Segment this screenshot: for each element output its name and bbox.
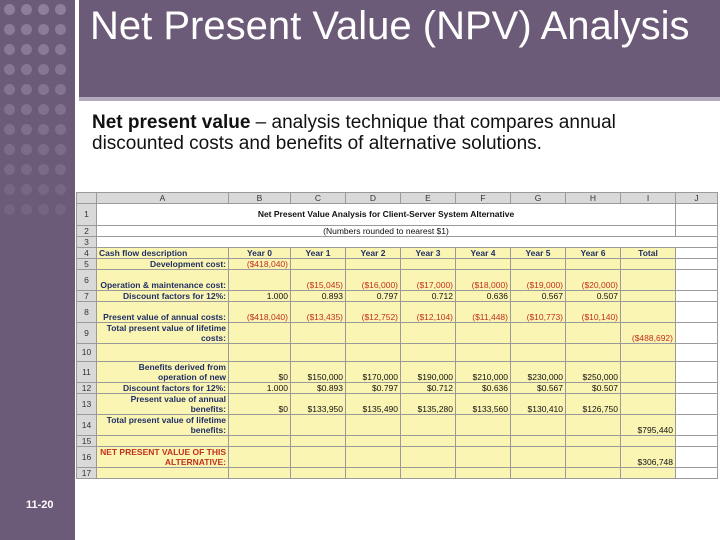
cell-value: $133,950 — [291, 394, 346, 415]
row-number: 8 — [77, 302, 97, 323]
cell-value: 0.636 — [456, 291, 511, 302]
table-row — [77, 383, 718, 394]
cell-value — [291, 259, 346, 270]
empty-cell — [456, 468, 511, 479]
cell-value: 0.797 — [346, 291, 401, 302]
row-number: 16 — [77, 447, 97, 468]
spreadsheet — [76, 192, 719, 540]
row-label: Total present value of lifetime costs: — [97, 323, 229, 344]
row-number: 10 — [77, 344, 97, 362]
total-header: Total — [621, 248, 676, 259]
cell-value: ($12,104) — [401, 302, 456, 323]
empty-cell — [621, 362, 676, 383]
cell-value: ($11,448) — [456, 302, 511, 323]
empty-cell — [566, 436, 621, 447]
empty-cell — [511, 344, 566, 362]
decorative-dot — [4, 24, 15, 35]
empty-cell — [511, 415, 566, 436]
cell-value — [511, 259, 566, 270]
empty-cell — [456, 436, 511, 447]
table-row — [77, 436, 718, 447]
decorative-dot — [4, 104, 15, 115]
column-header: G — [511, 193, 566, 204]
empty-cell — [621, 291, 676, 302]
empty-cell — [621, 302, 676, 323]
row-number: 13 — [77, 394, 97, 415]
table-row — [77, 468, 718, 479]
table-row — [77, 415, 718, 436]
decorative-dot — [55, 204, 66, 215]
decorative-dot — [4, 124, 15, 135]
year-header: Year 0 — [229, 248, 291, 259]
empty-cell — [229, 323, 291, 344]
cell-value: $0.636 — [456, 383, 511, 394]
cell-value: $250,000 — [566, 362, 621, 383]
divider-horizontal — [79, 97, 720, 101]
cell-value — [456, 259, 511, 270]
table-row — [77, 237, 718, 248]
decorative-dot — [4, 164, 15, 175]
empty-cell — [229, 415, 291, 436]
empty-cell — [346, 468, 401, 479]
row-label: Discount factors for 12%: — [97, 291, 229, 302]
column-header: I — [621, 193, 676, 204]
empty-cell — [676, 259, 718, 270]
empty-cell — [676, 270, 718, 291]
decorative-dot — [38, 144, 49, 155]
empty-cell — [676, 394, 718, 415]
cell-value — [566, 259, 621, 270]
empty-cell — [566, 447, 621, 468]
empty-cell — [621, 259, 676, 270]
row-number: 17 — [77, 468, 97, 479]
empty-cell — [566, 468, 621, 479]
decorative-dot — [21, 204, 32, 215]
empty-cell — [511, 323, 566, 344]
cell-value — [401, 259, 456, 270]
decorative-dot — [55, 4, 66, 15]
empty-cell — [621, 468, 676, 479]
cell-value: ($418,040) — [229, 259, 291, 270]
decorative-dot — [38, 204, 49, 215]
column-header: A — [97, 193, 229, 204]
decorative-dot — [21, 84, 32, 95]
decorative-dot — [38, 4, 49, 15]
cell-value: ($12,752) — [346, 302, 401, 323]
table-row — [77, 302, 718, 323]
cell-value: $0 — [229, 362, 291, 383]
cell-value: $0.567 — [511, 383, 566, 394]
decorative-dot — [21, 104, 32, 115]
empty-cell — [456, 344, 511, 362]
column-header: C — [291, 193, 346, 204]
column-header-row — [77, 193, 718, 204]
row-number: 15 — [77, 436, 97, 447]
empty-cell — [621, 270, 676, 291]
cell-value: 1.000 — [229, 291, 291, 302]
cell-value: ($10,773) — [511, 302, 566, 323]
decorative-dot — [55, 144, 66, 155]
year-header: Year 5 — [511, 248, 566, 259]
cell-value: $230,000 — [511, 362, 566, 383]
table-row — [77, 204, 718, 226]
column-header: F — [456, 193, 511, 204]
empty-cell — [291, 344, 346, 362]
empty-cell — [621, 436, 676, 447]
table-row — [77, 344, 718, 362]
cell-value: $0.893 — [291, 383, 346, 394]
npv-value: $306,748 — [621, 447, 676, 468]
empty-cell — [676, 323, 718, 344]
npv-label: NET PRESENT VALUE OF THIS ALTERNATIVE: — [97, 447, 229, 468]
sheet-title: Net Present Value Analysis for Client-Server System Alternative — [97, 204, 676, 226]
empty-cell — [566, 323, 621, 344]
decorative-dot — [38, 184, 49, 195]
decorative-dot — [38, 24, 49, 35]
definition-text — [92, 112, 692, 154]
row-number: 14 — [77, 415, 97, 436]
empty-cell — [566, 344, 621, 362]
decorative-dot — [21, 144, 32, 155]
decorative-dot — [21, 124, 32, 135]
cell-value: 1.000 — [229, 383, 291, 394]
row-number: 11 — [77, 362, 97, 383]
npv-table — [76, 192, 718, 479]
cell-value: $0 — [229, 394, 291, 415]
cell-value: ($10,140) — [566, 302, 621, 323]
table-row — [77, 394, 718, 415]
cell-value: ($19,000) — [511, 270, 566, 291]
total-benefits-value: $795,440 — [621, 415, 676, 436]
table-row — [77, 291, 718, 302]
slide-number: 11-20 — [26, 499, 54, 511]
year-header: Year 6 — [566, 248, 621, 259]
empty-cell — [676, 226, 718, 237]
empty-cell — [401, 415, 456, 436]
decorative-dot — [55, 124, 66, 135]
row-number: 1 — [77, 204, 97, 226]
table-row — [77, 323, 718, 344]
decorative-dot — [4, 4, 15, 15]
cell-value: $0.712 — [401, 383, 456, 394]
empty-cell — [676, 204, 718, 226]
empty-cell — [621, 394, 676, 415]
empty-cell — [401, 323, 456, 344]
year-header: Year 2 — [346, 248, 401, 259]
decorative-dot — [55, 184, 66, 195]
empty-cell — [511, 447, 566, 468]
decorative-dot — [4, 44, 15, 55]
empty-cell — [456, 447, 511, 468]
cell-value: ($20,000) — [566, 270, 621, 291]
cell-value: ($13,435) — [291, 302, 346, 323]
cell-value: $0.507 — [566, 383, 621, 394]
empty-cell — [346, 344, 401, 362]
decorative-dot — [38, 84, 49, 95]
cell-value: $130,410 — [511, 394, 566, 415]
decorative-dot — [21, 4, 32, 15]
decorative-dot — [21, 184, 32, 195]
decorative-dot — [55, 164, 66, 175]
row-label: Benefits derived from operation of new — [97, 362, 229, 383]
row-number: 2 — [77, 226, 97, 237]
decorative-dot — [4, 204, 15, 215]
decorative-dot — [4, 144, 15, 155]
row-number: 4 — [77, 248, 97, 259]
decorative-dot — [38, 124, 49, 135]
cell-value: ($16,000) — [346, 270, 401, 291]
definition-body: – analysis technique that compares annual discounted costs and benefits of alternative solutions. — [92, 112, 616, 154]
cell-value: $126,750 — [566, 394, 621, 415]
empty-cell — [676, 362, 718, 383]
empty-cell — [401, 436, 456, 447]
empty-cell — [97, 237, 718, 248]
cell-value — [346, 259, 401, 270]
row-label: Present value of annual costs: — [97, 302, 229, 323]
decorative-dot — [55, 104, 66, 115]
decorative-dot — [38, 44, 49, 55]
definition-term: Net present value — [92, 112, 251, 133]
slide-title: Net Present Value (NPV) Analysis — [90, 4, 690, 48]
empty-cell — [229, 447, 291, 468]
row-label: Total present value of lifetime benefits: — [97, 415, 229, 436]
year-header: Year 4 — [456, 248, 511, 259]
decorative-dot — [4, 84, 15, 95]
empty-cell — [291, 447, 346, 468]
row-label: Present value of annual benefits: — [97, 394, 229, 415]
cell-value: $135,280 — [401, 394, 456, 415]
column-header: D — [346, 193, 401, 204]
empty-cell — [229, 344, 291, 362]
empty-cell — [401, 468, 456, 479]
empty-cell — [511, 436, 566, 447]
empty-cell — [229, 436, 291, 447]
decorative-dot — [55, 84, 66, 95]
empty-cell — [511, 468, 566, 479]
cell-value: 0.712 — [401, 291, 456, 302]
row-number: 6 — [77, 270, 97, 291]
decorative-dot-pattern — [0, 0, 74, 230]
decorative-dot — [55, 24, 66, 35]
cell-value: 0.507 — [566, 291, 621, 302]
cell-value: $170,000 — [346, 362, 401, 383]
decorative-dot — [21, 164, 32, 175]
empty-cell — [97, 436, 229, 447]
table-row — [77, 362, 718, 383]
row-label: Operation & maintenance cost: — [97, 270, 229, 291]
table-row — [77, 248, 718, 259]
empty-cell — [676, 291, 718, 302]
row-number: 5 — [77, 259, 97, 270]
empty-cell — [401, 447, 456, 468]
row-label: Development cost: — [97, 259, 229, 270]
decorative-dot — [4, 184, 15, 195]
total-costs-value: ($488,692) — [621, 323, 676, 344]
empty-cell — [456, 415, 511, 436]
empty-cell — [97, 468, 229, 479]
decorative-dot — [55, 44, 66, 55]
year-header: Year 3 — [401, 248, 456, 259]
decorative-dot — [38, 104, 49, 115]
cell-value: $135,490 — [346, 394, 401, 415]
empty-cell — [676, 344, 718, 362]
empty-cell — [676, 436, 718, 447]
empty-cell — [676, 302, 718, 323]
decorative-dot — [4, 64, 15, 75]
empty-cell — [401, 344, 456, 362]
empty-cell — [456, 323, 511, 344]
empty-cell — [621, 344, 676, 362]
decorative-dot — [21, 64, 32, 75]
column-header: J — [676, 193, 718, 204]
empty-cell — [566, 415, 621, 436]
row-number: 9 — [77, 323, 97, 344]
cell-value: ($418,040) — [229, 302, 291, 323]
cell-value: $0.797 — [346, 383, 401, 394]
cell-value: 0.893 — [291, 291, 346, 302]
empty-cell — [346, 323, 401, 344]
decorative-dot — [55, 64, 66, 75]
cell-value: ($18,000) — [456, 270, 511, 291]
cell-value: $210,000 — [456, 362, 511, 383]
cell-value: 0.567 — [511, 291, 566, 302]
empty-cell — [291, 436, 346, 447]
empty-cell — [229, 468, 291, 479]
decorative-dot — [21, 44, 32, 55]
empty-cell — [291, 468, 346, 479]
header-label: Cash flow description — [97, 248, 229, 259]
cell-value: ($15,045) — [291, 270, 346, 291]
empty-cell — [346, 447, 401, 468]
empty-cell — [676, 468, 718, 479]
table-row — [77, 447, 718, 468]
empty-cell — [676, 383, 718, 394]
table-row — [77, 259, 718, 270]
column-header: E — [401, 193, 456, 204]
corner-cell — [77, 193, 97, 204]
row-number: 3 — [77, 237, 97, 248]
decorative-dot — [21, 24, 32, 35]
sheet-subtitle: (Numbers rounded to nearest $1) — [97, 226, 676, 237]
table-row — [77, 226, 718, 237]
decorative-dot — [38, 164, 49, 175]
row-label: Discount factors for 12%: — [97, 383, 229, 394]
empty-cell — [291, 323, 346, 344]
cell-value: ($17,000) — [401, 270, 456, 291]
empty-cell — [97, 344, 229, 362]
empty-cell — [676, 248, 718, 259]
year-header: Year 1 — [291, 248, 346, 259]
table-row — [77, 270, 718, 291]
empty-cell — [291, 415, 346, 436]
decorative-dot — [38, 64, 49, 75]
row-number: 7 — [77, 291, 97, 302]
cell-value: $150,000 — [291, 362, 346, 383]
column-header: H — [566, 193, 621, 204]
empty-cell — [676, 415, 718, 436]
cell-value — [229, 270, 291, 291]
column-header: B — [229, 193, 291, 204]
empty-cell — [346, 436, 401, 447]
row-number: 12 — [77, 383, 97, 394]
cell-value: $133,560 — [456, 394, 511, 415]
empty-cell — [346, 415, 401, 436]
empty-cell — [621, 383, 676, 394]
empty-cell — [676, 447, 718, 468]
cell-value: $190,000 — [401, 362, 456, 383]
